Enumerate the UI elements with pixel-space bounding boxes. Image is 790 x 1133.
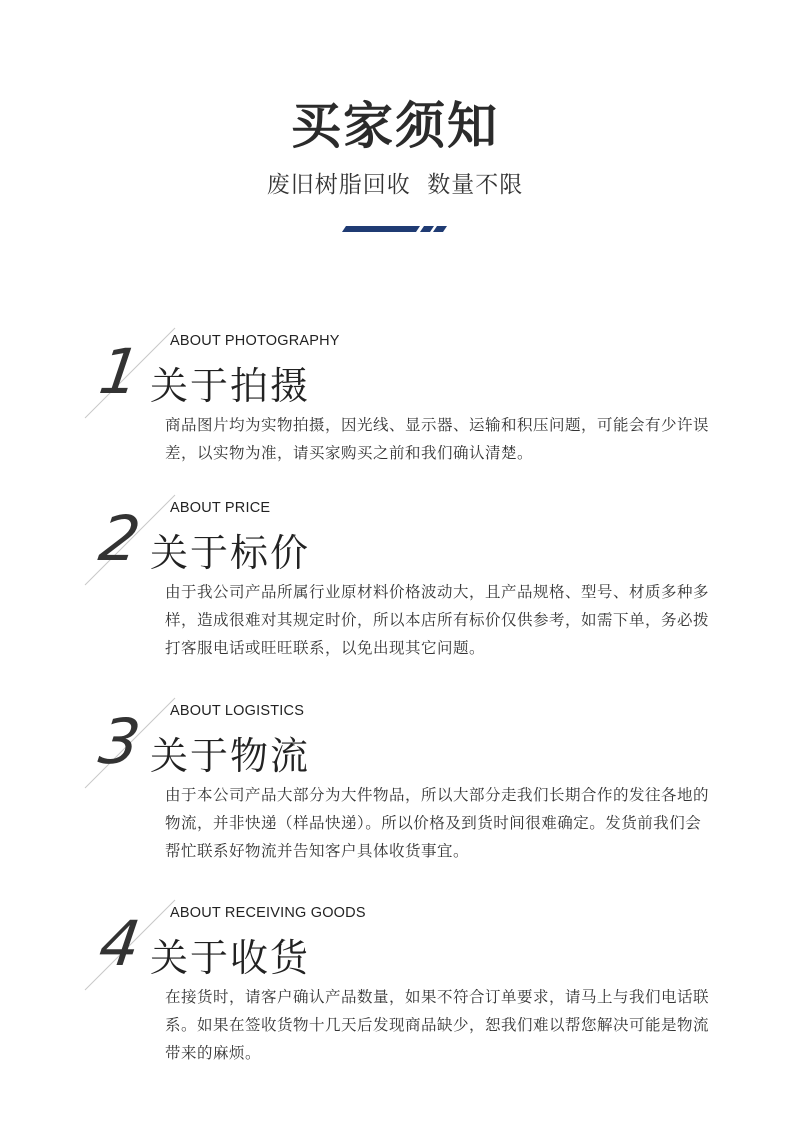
section-number: 2 [94, 502, 145, 575]
section-number: 4 [94, 907, 145, 980]
section-logistics [0, 703, 790, 903]
section-number: 1 [94, 335, 145, 408]
section-body: 商品图片均为实物拍摄，因光线、显示器、运输和积压问题，可能会有少许误差，以实物为准，请买家购买之前和我们确认清楚。 [165, 416, 710, 462]
page-title: 买家须知 [291, 97, 499, 155]
section-subtitle: ABOUT RECEIVING GOODS [170, 905, 366, 921]
section-title: 关于收货 [150, 936, 311, 980]
section-subtitle: ABOUT PRICE [170, 500, 271, 516]
section-title: 关于拍摄 [150, 364, 311, 408]
section-price [0, 500, 790, 700]
section-receiving [0, 905, 790, 1105]
section-title: 关于物流 [150, 734, 311, 778]
section-subtitle: ABOUT PHOTOGRAPHY [170, 333, 340, 349]
section-subtitle: ABOUT LOGISTICS [170, 703, 305, 719]
section-title: 关于标价 [150, 531, 311, 575]
section-number: 3 [94, 705, 145, 778]
section-body: 由于本公司产品大部分为大件物品，所以大部分走我们长期合作的发往各地的物流，并非快递（样品快递）。所以价格及到货时间很难确定。发货前我们会帮忙联系好物流并告知客户具体收货事宜。 [165, 786, 710, 860]
page-subtitle: 废旧树脂回收 数量不限 [266, 172, 524, 198]
title-divider [340, 226, 450, 236]
section-body: 在接货时，请客户确认产品数量，如果不符合订单要求，请马上与我们电话联系。如果在签收货物十几天后发现商品缺少，恕我们难以帮您解决可能是物流带来的麻烦。 [165, 988, 710, 1062]
section-body: 由于我公司产品所属行业原材料价格波动大，且产品规格、型号、材质多种多样，造成很难对其规定时价，所以本店所有标价仅供参考，如需下单，务必拨打客服电话或旺旺联系，以免出现其它问题。 [165, 583, 710, 657]
